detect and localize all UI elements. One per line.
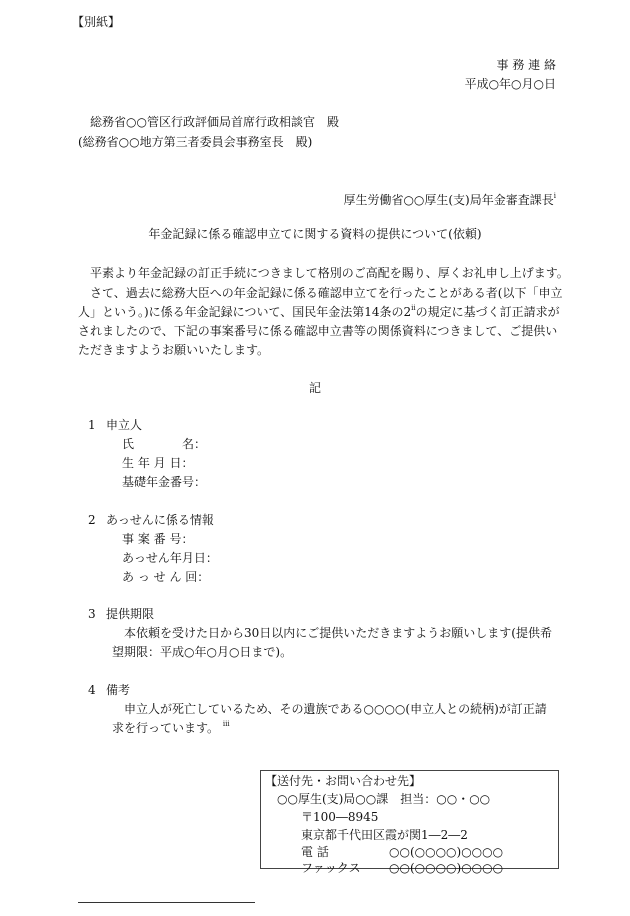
attachment-label: 【別紙】 [72, 15, 121, 29]
document-type: 事 務 連 絡 [496, 58, 556, 72]
contact-fax: ○○(○○○○)○○○○ [389, 861, 504, 875]
section-3-text-line-2: 望期限：平成○年○月○日まで)。 [112, 645, 293, 659]
document-date: 平成○年○月○日 [464, 77, 556, 91]
addressee-secondary: (総務省○○地方第三者委員会事務室長 殿) [78, 135, 313, 149]
ki-heading: 記 [308, 381, 321, 395]
body-paragraph-1: 平素より年金記録の訂正手続につきまして格別のご高配を賜り、厚くお礼申し上げます。 [90, 266, 569, 280]
contact-office: ○○厚生(支)局○○課 担当：○○・○○ [277, 792, 491, 806]
section-4-heading: 備考 [106, 683, 131, 697]
body-paragraph-2-line-1: さて、過去に総務大臣への年金記録に係る確認申立てを行ったことがある者(以下「申立 [90, 286, 563, 300]
body-paragraph-2-line-4: ただきますようお願いいたします。 [78, 343, 270, 357]
field-mediation-count-label: あ っ せ ん 回： [122, 570, 210, 584]
section-3-heading: 提供期限 [106, 607, 155, 621]
contact-address: 東京都千代田区霞が関1―2―2 [301, 828, 468, 842]
section-4-text-line-2: 求を行っています。 $^{iii}$ [112, 720, 230, 735]
contact-phone: ○○(○○○○)○○○○ [389, 845, 504, 859]
field-pension-number-label: 基礎年金番号： [122, 475, 207, 489]
contact-phone-label: 電 話 [301, 845, 329, 859]
section-2-heading: あっせんに係る情報 [106, 513, 214, 527]
field-mediation-date-label: あっせん年月日： [122, 551, 218, 565]
section-1-number: 1 [88, 418, 96, 432]
section-3-number: 3 [88, 607, 96, 621]
footnote-separator [78, 902, 255, 903]
section-3-text-line-1: 本依頼を受けた日から30日以内にご提供いただきますようお願いします(提供希 [124, 626, 552, 640]
section-2-number: 2 [88, 513, 96, 527]
field-name-label: 氏 名： [122, 437, 207, 451]
body-paragraph-2-line-3: されましたので、下記の事案番号に係る確認申立書等の関係資料につきまして、ご提供い [78, 324, 558, 338]
contact-postal-code: 〒100―8945 [301, 810, 379, 824]
contact-box [260, 770, 559, 875]
body-paragraph-2-line-2: 人」という。)に係る年金記録について、国民年金法第14条の2$^{ii}$の規定に基づく訂正請求が [78, 304, 560, 319]
sender [343, 192, 556, 208]
section-4-number: 4 [88, 683, 96, 697]
footnote-mark: iii [222, 720, 230, 728]
contact-heading: 【送付先・お問い合わせ先】 [265, 774, 422, 788]
section-1-heading: 申立人 [106, 418, 143, 432]
field-case-number-label: 事 案 番 号： [122, 532, 194, 546]
footnote-mark: i [553, 192, 556, 200]
footnote-mark: ii [411, 304, 416, 312]
section-4-text-line-1: 申立人が死亡しているため、その遺族である○○○○(申立人との続柄)が訂正請 [124, 702, 547, 716]
sender-name: 厚生労働省○○厚生(支)局年金審査課長 [343, 193, 554, 207]
field-birthdate-label: 生 年 月 日： [122, 456, 194, 470]
addressee-primary: 総務省○○管区行政評価局首席行政相談官 殿 [90, 115, 339, 129]
contact-fax-label: ファックス [301, 861, 361, 875]
document-title: 年金記録に係る確認申立てに関する資料の提供について(依頼) [148, 227, 482, 241]
